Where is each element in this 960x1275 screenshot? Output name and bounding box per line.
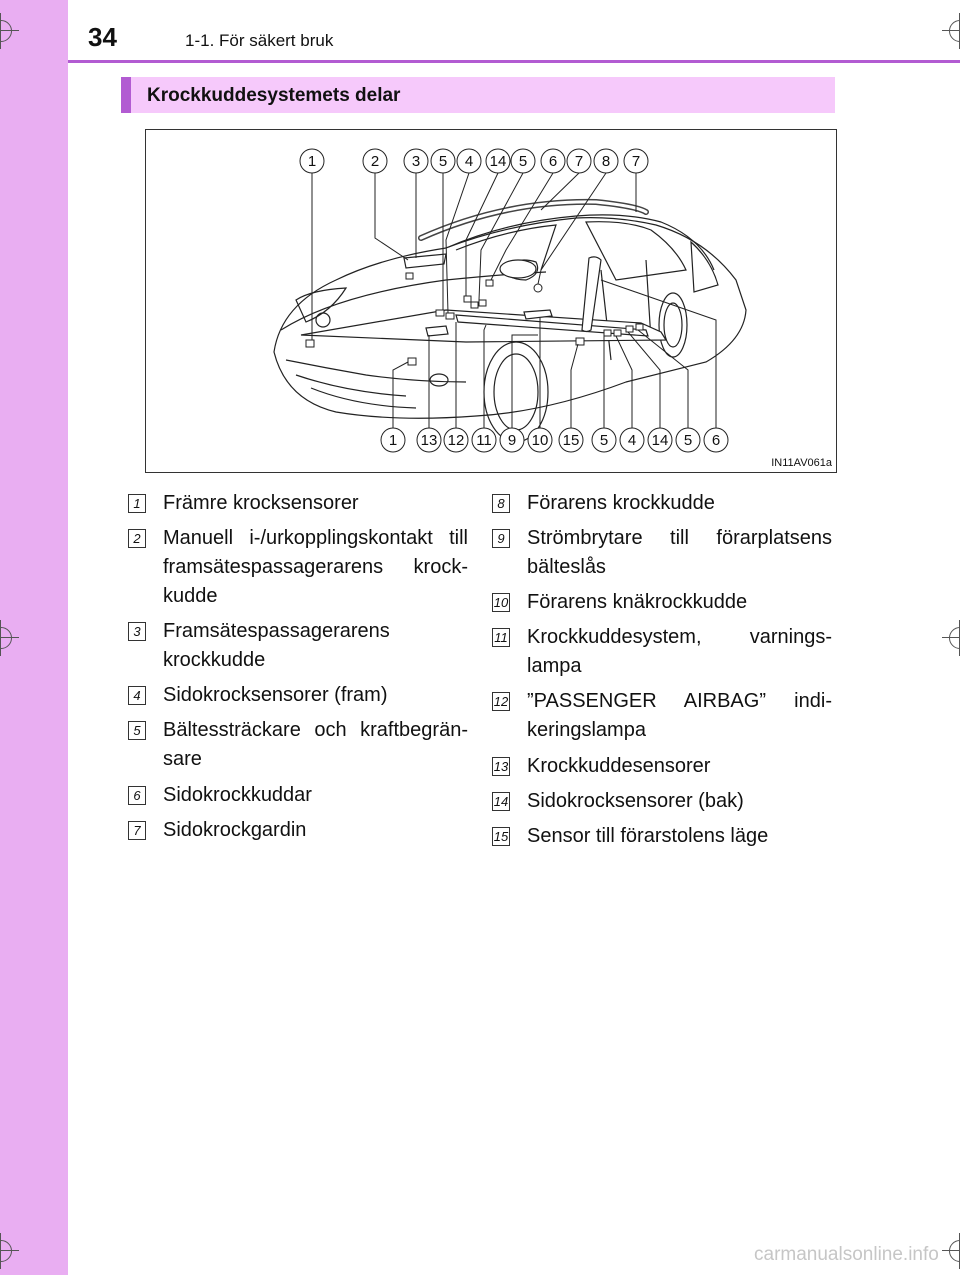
callout-bottom-6: 10 xyxy=(531,432,549,449)
legend-text: Sidokrockkuddar xyxy=(163,784,312,806)
legend-number-badge: 10 xyxy=(493,595,509,610)
callout-top-3: 3 xyxy=(411,153,421,170)
registration-mark-bottom-right xyxy=(942,1233,960,1269)
legend-number-badge: 15 xyxy=(493,829,509,844)
curtain-airbag xyxy=(421,202,646,238)
legend-text: Bältessträckare och kraftbegränsare xyxy=(163,719,468,770)
callout-top-2: 2 xyxy=(370,153,380,170)
registration-mark-middle-left xyxy=(0,620,19,656)
legend-text: Krockkuddesensorer xyxy=(527,755,711,777)
section-title: Krockkuddesystemets delar xyxy=(147,85,401,106)
callout-top-10: 8 xyxy=(601,153,611,170)
callout-bottom-9: 4 xyxy=(627,432,637,449)
callout-top-4: 5 xyxy=(438,153,448,170)
callout-top-8: 6 xyxy=(548,153,558,170)
callout-bottom-5: 9 xyxy=(507,432,517,449)
registration-mark-top-right xyxy=(942,13,960,49)
legend-text: Sidokrockgardin xyxy=(163,819,307,841)
callout-bottom-3: 12 xyxy=(447,432,465,449)
legend-number-badge: 11 xyxy=(492,628,510,647)
legend-number-badge: 3 xyxy=(128,622,146,641)
airbag-sensor-unit xyxy=(426,326,448,336)
passenger-airbag-module xyxy=(404,254,446,268)
callout-bottom-11: 5 xyxy=(683,432,693,449)
registration-mark-top-left xyxy=(0,13,19,49)
legend-number-badge: 14 xyxy=(493,794,509,809)
callout-bottom-7: 15 xyxy=(562,432,580,449)
section-heading-box xyxy=(121,77,835,113)
callout-bottom-4: 11 xyxy=(476,432,492,449)
callout-bottom-8: 5 xyxy=(599,432,609,449)
legend-number-badge: 12 xyxy=(493,694,509,709)
legend-text: Sidokrocksensorer (bak) xyxy=(527,790,744,812)
car-illustration xyxy=(146,130,837,473)
legend-number-badge: 8 xyxy=(492,494,510,513)
callout-bottom-10: 14 xyxy=(651,432,669,449)
callout-bottom-2: 13 xyxy=(420,432,438,449)
callout-bottom-1: 1 xyxy=(388,432,398,449)
callout-top-5: 4 xyxy=(464,153,474,170)
legend-text: Sidokrocksensorer (fram) xyxy=(163,684,388,706)
legend-number-badge: 2 xyxy=(128,529,146,548)
legend-number-badge: 4 xyxy=(128,686,146,705)
registration-mark-bottom-left xyxy=(0,1233,19,1269)
callout-top-6: 14 xyxy=(489,153,507,170)
legend-number-badge: 6 xyxy=(128,786,146,805)
callout-top-7: 5 xyxy=(518,153,528,170)
legend-text: Sensor till förarstolens läge xyxy=(527,825,769,847)
image-code: IN11AV061a xyxy=(771,457,832,469)
header-divider xyxy=(68,60,960,63)
airbag-diagram xyxy=(145,129,837,473)
driver-airbag-module xyxy=(500,260,536,278)
legend-text: ”PASSENGER AIRBAG” indikeringslampa xyxy=(527,690,832,741)
callout-top-1: 1 xyxy=(307,153,317,170)
legend-text: Främre krocksensorer xyxy=(163,492,359,514)
callout-bottom-12: 6 xyxy=(711,432,721,449)
legend-text: Förarens knäkrockkudde xyxy=(527,591,748,613)
legend-text: Framsätespassagerarens krockkudde xyxy=(163,620,390,671)
legend-number-badge: 1 xyxy=(128,494,146,513)
legend-number-badge: 9 xyxy=(492,529,510,548)
chapter-title: 1-1. För säkert bruk xyxy=(185,31,334,50)
callout-top-9: 7 xyxy=(574,153,584,170)
callout-top-11: 7 xyxy=(631,153,641,170)
legend-text: Strömbrytare till förarplatsens bälteslås xyxy=(527,527,832,578)
legend-number-badge: 7 xyxy=(128,821,146,840)
legend-text: Krockkuddesystem, varningslampa xyxy=(527,626,832,677)
registration-mark-middle-right xyxy=(942,620,960,656)
legend-number-badge: 13 xyxy=(493,759,509,774)
watermark: carmanualsonline.info xyxy=(754,1244,939,1265)
legend-number-badge: 5 xyxy=(128,721,146,740)
legend-text: Förarens krockkudde xyxy=(527,492,715,514)
legend-text: Manuell i-/urkopplingskontakt till framsätespassagerarens krockkudde xyxy=(163,527,468,607)
page-number: 34 xyxy=(88,22,117,52)
